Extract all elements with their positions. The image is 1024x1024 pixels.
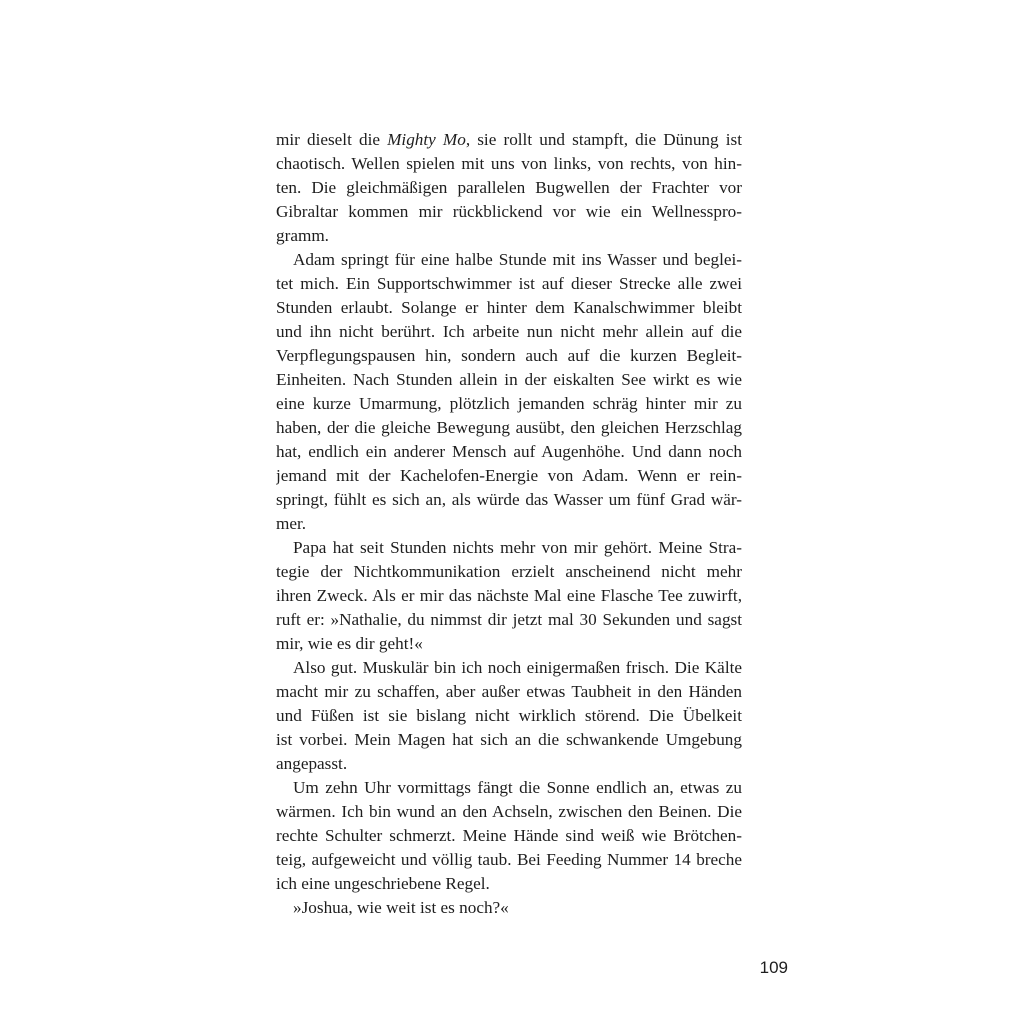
text-line: wärmen. Ich bin wund an den Achseln, zwischen den Beinen. Die (276, 802, 742, 821)
text-line: hat, endlich ein anderer Mensch auf Augenhöhe. Und dann noch (276, 442, 742, 461)
text-line: »Joshua, wie weit ist es noch?« (293, 898, 509, 917)
text-line: tegie der Nichtkommunikation erzielt anscheinend nicht mehr (276, 562, 742, 581)
text-line: ist vorbei. Mein Magen hat sich an die schwankende Umgebung (276, 730, 742, 749)
text-line: ich eine ungeschriebene Regel. (276, 874, 490, 893)
text-line: Um zehn Uhr vormittags fängt die Sonne endlich an, etwas zu (293, 778, 742, 797)
text-line: ihren Zweck. Als er mir das nächste Mal eine Flasche Tee zuwirft, (276, 586, 742, 605)
text-line: angepasst. (276, 754, 348, 773)
text-line: gramm. (276, 226, 329, 245)
text-line: Stunden erlaubt. Solange er hinter dem Kanalschwimmer bleibt (276, 298, 742, 317)
body-text (276, 128, 742, 920)
paragraph (276, 896, 742, 920)
text-line: Also gut. Muskulär bin ich noch einigermaßen frisch. Die Kälte (293, 658, 742, 677)
paragraph (276, 248, 742, 536)
text-line: Gibraltar kommen mir rückblickend vor wie ein Wellnesspro- (276, 202, 742, 221)
text-line: Einheiten. Nach Stunden allein in der eiskalten See wirkt es wie (276, 370, 742, 389)
text-line: haben, der die gleiche Bewegung ausübt, den gleichen Herzschlag (276, 418, 742, 437)
text-line: Papa hat seit Stunden nichts mehr von mir gehört. Meine Stra- (293, 538, 742, 557)
text-line: ruft er: »Nathalie, du nimmst dir jetzt mal 30 Sekunden und sagst (276, 610, 742, 629)
text-line: macht mir zu schaffen, aber außer etwas Taubheit in den Händen (276, 682, 742, 701)
text-line: chaotisch. Wellen spielen mit uns von links, von rechts, von hin- (276, 154, 742, 173)
paragraph (276, 536, 742, 656)
text-line: mir, wie es dir geht!« (276, 634, 423, 653)
text-line: rechte Schulter schmerzt. Meine Hände sind weiß wie Brötchen- (276, 826, 742, 845)
page-number: 109 (759, 958, 788, 977)
text-line: tet mich. Ein Supportschwimmer ist auf dieser Strecke alle zwei (276, 274, 742, 293)
paragraph (276, 656, 742, 776)
text-line: eine kurze Umarmung, plötzlich jemanden schräg hinter mir zu (276, 394, 742, 413)
text-line: und ihn nicht berührt. Ich arbeite nun nicht mehr allein auf die (276, 322, 742, 341)
text-line: springt, fühlt es sich an, als würde das Wasser um fünf Grad wär- (276, 490, 742, 509)
text-line: mir dieselt die Mighty Mo, sie rollt und stampft, die Dünung ist (276, 130, 742, 149)
paragraph (276, 776, 742, 896)
text-line: und Füßen ist sie bislang nicht wirklich störend. Die Übelkeit (276, 706, 742, 725)
text-line: Adam springt für eine halbe Stunde mit ins Wasser und beglei- (293, 250, 742, 269)
paragraph (276, 128, 742, 248)
text-line: mer. (276, 514, 307, 533)
text-line: Verpflegungspausen hin, sondern auch auf die kurzen Begleit- (276, 346, 742, 365)
text-line: jemand mit der Kachelofen-Energie von Adam. Wenn er rein- (276, 466, 742, 485)
text-line: ten. Die gleichmäßigen parallelen Bugwellen der Frachter vor (276, 178, 742, 197)
text-line: teig, aufgeweicht und völlig taub. Bei Feeding Nummer 14 breche (276, 850, 742, 869)
